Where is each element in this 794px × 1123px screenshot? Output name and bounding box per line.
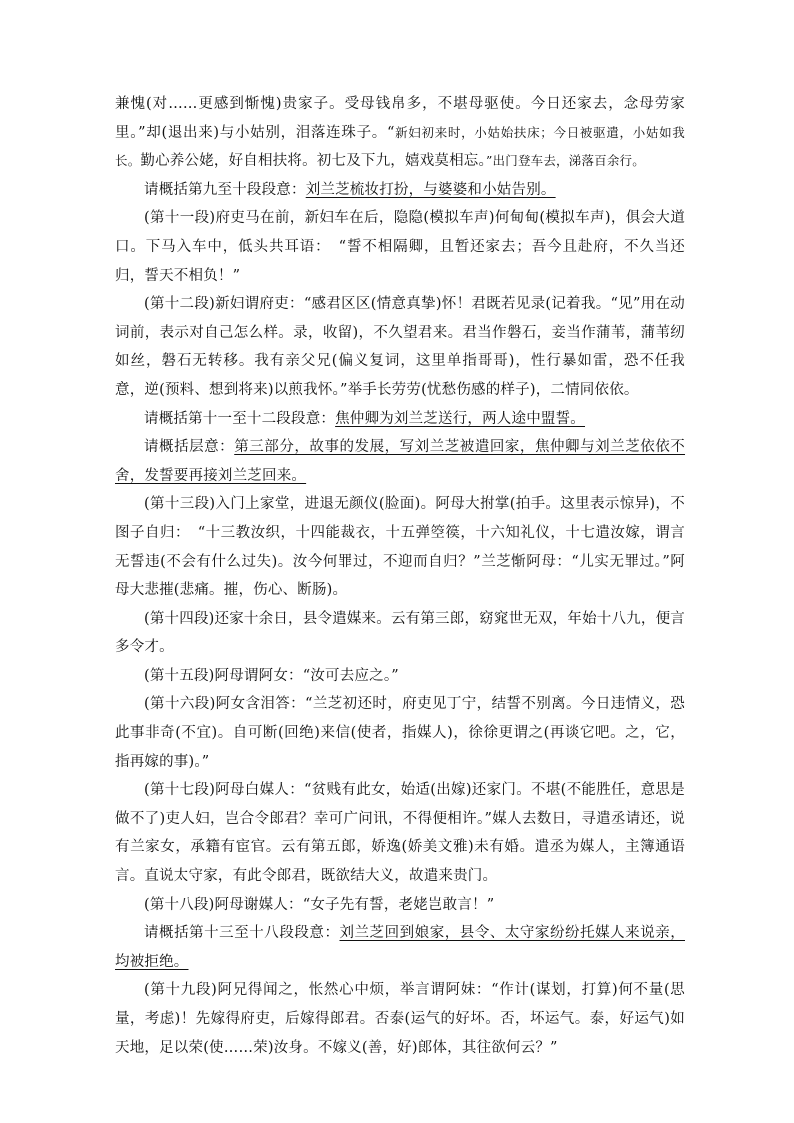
text-segment: (第十八段)阿母谢媒人：“女子先有誓，老姥岂敢言！” (144, 896, 495, 913)
paragraph (115, 891, 685, 920)
paragraph (115, 605, 685, 662)
paragraph (115, 176, 685, 205)
paragraph (115, 776, 685, 890)
text-segment: 请概括第九至十段段意： (144, 181, 306, 198)
text-segment: (第十五段)阿母谓阿女：“汝可去应之。” (144, 667, 399, 684)
paragraph (115, 405, 685, 434)
paragraph (115, 662, 685, 691)
text-segment: 请概括第十一至十二段段意： (144, 410, 336, 427)
answer-text: 焦仲卿为刘兰芝送行，两人途中盟誓。 (335, 410, 586, 427)
paragraph (115, 433, 685, 490)
paragraph (115, 290, 685, 404)
text-segment: 请概括第十三至十八段段意： (144, 925, 340, 942)
text-segment: (第十九段)阿兄得闻之，怅然心中烦，举言谓阿妹：“作计(谋划，打算)何不量(思量，考虑)！先嫁得府吏，后嫁得郎君。否泰(运气的好坏。否，坏运气。泰，好运气)如天地，足以荣(使……荣)汝身。不嫁义(善，好)郎体，其往欲何云？” (115, 982, 685, 1056)
text-segment: (第十二段)新妇谓府吏：“感君区区(情意真挚)怀！君既若见录(记着我。“见”用在动词前，表示对自己怎么样。录，收留)，不久望君来。君当作磐石，妾当作蒲苇，蒲苇纫如丝，磐石无转移。我有亲父兄(偏义复词，这里单指哥哥)，性行暴如雷，恐不任我意，逆(预料、想到将来)以煎我怀。”举手长劳劳(忧愁伤感的样子)，二情同依依。 (115, 296, 685, 398)
text-segment: ”出门登车去，涕落百余行。 (485, 153, 645, 169)
text-segment: (第十一段)府吏马在前，新妇车在后，隐隐(模拟车声)何甸甸(模拟车声)，俱会大道口。下马入车中，低头共耳语： “誓不相隔卿，且暂还家去；吾今且赴府，不久当还归，誓天不相负！” (115, 210, 685, 284)
answer-text: 第三部分，故事的发展，写刘兰芝被遣回家，焦仲卿与刘兰芝依依不舍，发誓要再接刘兰芝回来。 (115, 439, 686, 484)
text-segment: (第十三段)入门上家堂，进退无颜仪(脸面)。阿母大拊掌(拍手。这里表示惊异)，不图子自归： “十三教汝织，十四能裁衣，十五弹箜篌，十六知礼仪，十七遣汝嫁，谓言无誓违(不会有什么过失)。汝今何罪过，不迎而自归？”兰芝惭阿母：“儿实无罪过。”阿母大悲摧(悲痛。摧，伤心、断肠)。 (115, 496, 685, 599)
paragraph (115, 204, 685, 290)
answer-text: 刘兰芝梳妆打扮，与婆婆和小姑告别。 (305, 181, 556, 198)
document-page (115, 90, 685, 1062)
text-segment: 新妇初来时，小姑始扶床；今日被驱遣，小姑如我长。 (115, 124, 685, 169)
text-segment: (第十六段)阿女含泪答：“兰芝初还时，府吏见丁宁，结誓不别离。今日违情义，恐此事非奇(不宜)。自可断(回绝)来信(使者，指媒人)，徐徐更谓之(再谈它吧。之，它，指再嫁的事)。” (115, 696, 685, 770)
text-segment: 兼愧(对……更感到惭愧)贵家子。受母钱帛多，不堪母驱使。今日还家去，念母劳家里。”却(退出来)与小姑别，泪落连珠子。“ (115, 96, 685, 141)
paragraph (115, 90, 685, 176)
text-segment: (第十四段)还家十余日，县令遣媒来。云有第三郎，窈窕世无双，年始十八九，便言多令才。 (115, 610, 685, 656)
paragraph (115, 976, 685, 1062)
text-body (115, 90, 685, 1062)
paragraph (115, 490, 685, 604)
paragraph (115, 690, 685, 776)
text-segment: 请概括层意： (144, 439, 235, 456)
answer-text: 刘兰芝回到娘家，县令、太守家纷纷托媒人来说亲，均被拒绝。 (115, 925, 685, 970)
paragraph (115, 919, 685, 976)
text-segment: 勤心养公姥，好自相扶将。初七及下九，嬉戏莫相忘。 (140, 153, 486, 170)
text-segment: (第十七段)阿母白媒人：“贫贱有此女，始适(出嫁)还家门。不堪(不能胜任，意思是做不了)吏人妇，岂合令郎君？幸可广问讯，不得便相许。”媒人去数日，寻遣丞请还，说有兰家女，承籍有宦官。云有第五郎，娇逸(娇美文雅)未有婚。遣丞为媒人，主簿通语言。直说太守家，有此令郎君，既欲结大义，故遣来贵门。 (115, 782, 685, 885)
